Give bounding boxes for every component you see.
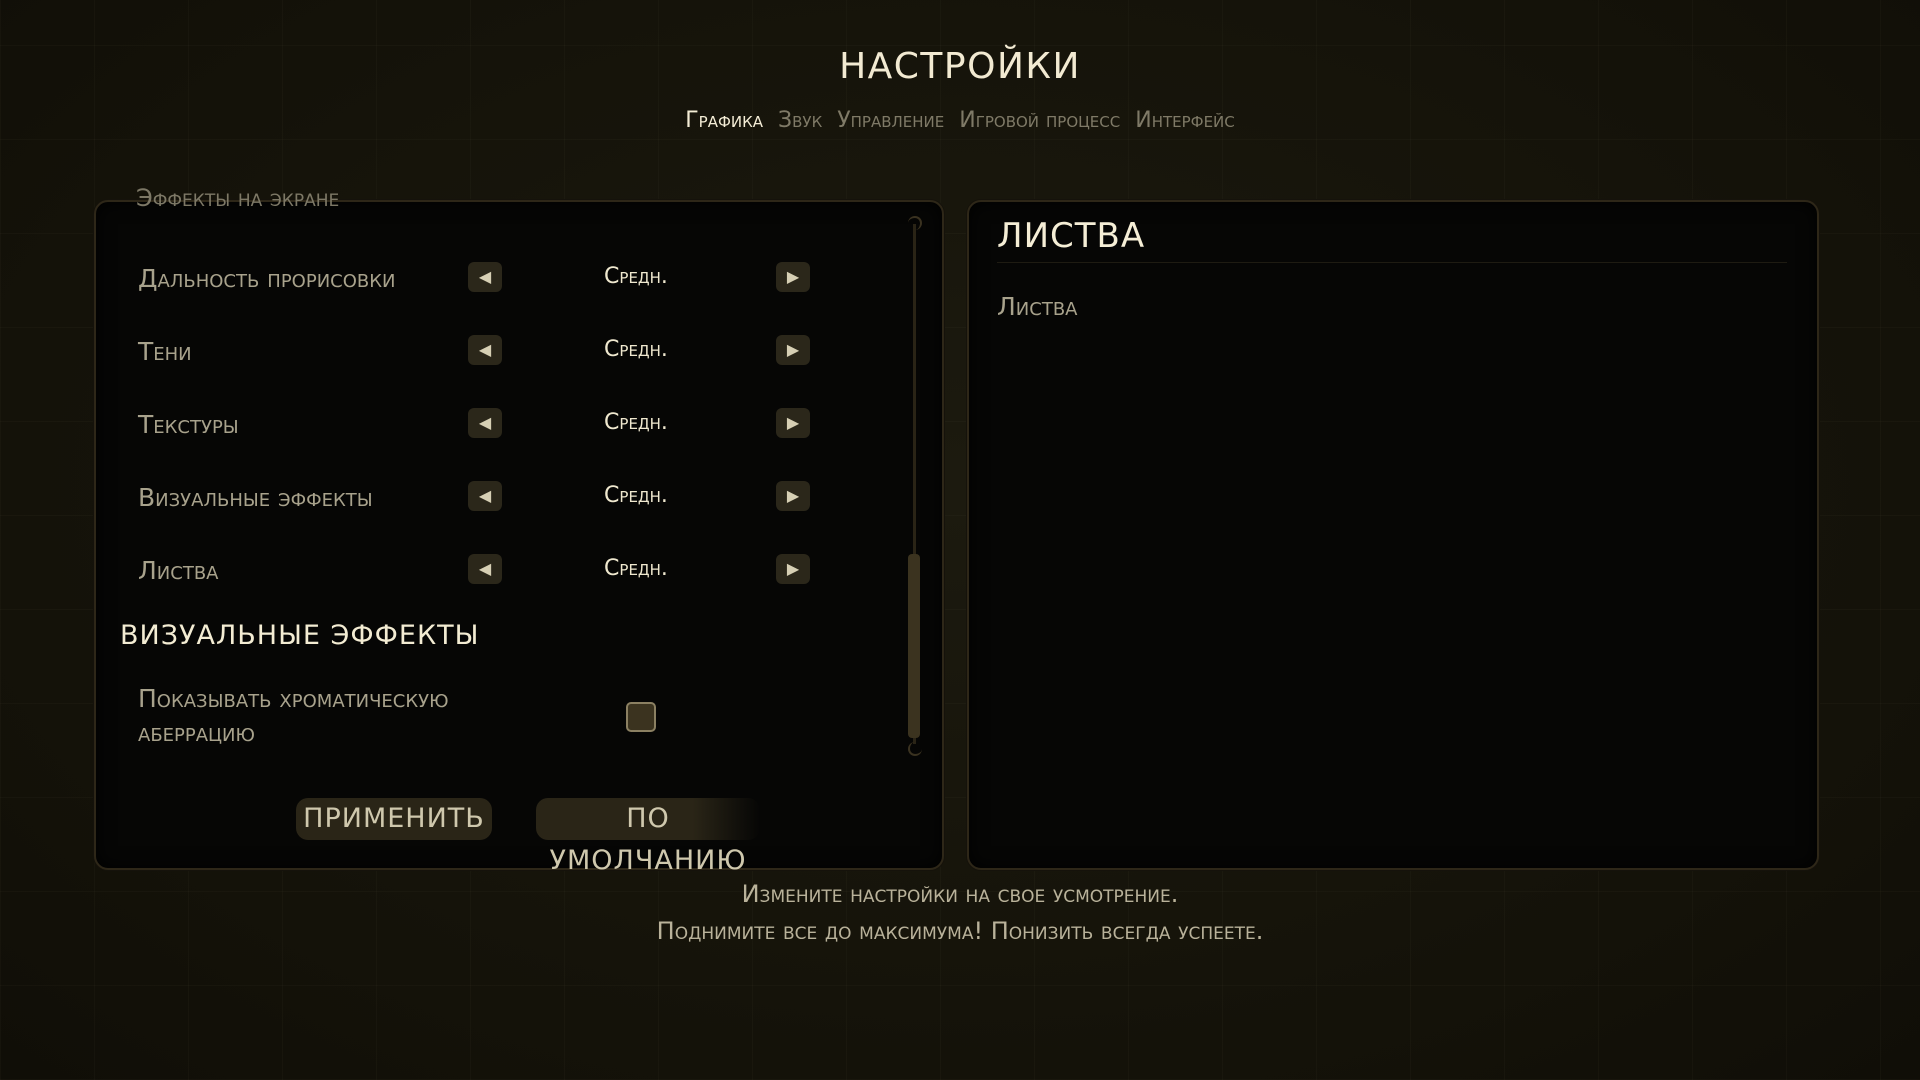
setting-label: Листва	[138, 556, 219, 585]
setting-row-shadows	[96, 333, 896, 373]
setting-row-foliage	[96, 552, 896, 592]
setting-label: Текстуры	[138, 410, 239, 439]
detail-description: Листва	[997, 292, 1078, 321]
setting-value: Средн.	[604, 337, 668, 362]
setting-value: Средн.	[604, 556, 668, 581]
arrow-left-icon[interactable]: ◀	[468, 335, 502, 365]
setting-value: Средн.	[604, 483, 668, 508]
default-button[interactable]: ПО УМОЛЧАНИЮ	[536, 798, 760, 840]
page-title: НАСТРОЙКИ	[839, 46, 1081, 87]
setting-label: Визуальные эффекты	[138, 483, 373, 512]
setting-label: Тени	[138, 337, 192, 366]
tab-sound[interactable]: Звук	[778, 108, 823, 133]
tab-bar	[0, 108, 1920, 133]
footer-hint-line-2: Поднимите все до максимума! Понизить всегда успеете.	[656, 917, 1264, 945]
arrow-left-icon[interactable]: ◀	[468, 408, 502, 438]
tab-controls[interactable]: Управление	[837, 108, 945, 133]
arrow-left-icon[interactable]: ◀	[468, 554, 502, 584]
chromatic-aberration-label: Показывать хроматическую аберрацию	[138, 684, 449, 747]
setting-value: Средн.	[604, 410, 668, 435]
setting-row-draw-distance	[96, 260, 896, 300]
detail-title: ЛИСТВА	[997, 216, 1787, 263]
scrollbar-bottom-ornament	[908, 742, 922, 756]
setting-detail-panel	[967, 200, 1819, 870]
tab-graphics[interactable]: Графика	[685, 108, 764, 133]
arrow-left-icon[interactable]: ◀	[468, 481, 502, 511]
cut-off-setting-label: Эффекты на экране	[136, 184, 340, 212]
setting-row-textures	[96, 406, 896, 446]
arrow-right-icon[interactable]: ▶	[776, 335, 810, 365]
arrow-right-icon[interactable]: ▶	[776, 554, 810, 584]
footer-hint-line-1: Измените настройки на свое усмотрение.	[741, 880, 1179, 908]
arrow-right-icon[interactable]: ▶	[776, 262, 810, 292]
scrollbar-thumb[interactable]	[908, 554, 920, 738]
tab-gameplay[interactable]: Игровой процесс	[959, 108, 1121, 133]
arrow-right-icon[interactable]: ▶	[776, 481, 810, 511]
apply-button[interactable]: ПРИМЕНИТЬ	[296, 798, 492, 840]
settings-list-panel	[94, 184, 944, 876]
arrow-right-icon[interactable]: ▶	[776, 408, 810, 438]
setting-label: Дальность прорисовки	[138, 264, 396, 293]
chromatic-aberration-checkbox[interactable]	[626, 702, 656, 732]
arrow-left-icon[interactable]: ◀	[468, 262, 502, 292]
tab-interface[interactable]: Интерфейс	[1135, 108, 1235, 133]
scrollbar-top-ornament	[908, 216, 922, 230]
section-heading-visual-effects: ВИЗУАЛЬНЫЕ ЭФФЕКТЫ	[120, 620, 480, 651]
setting-row-visual-effects	[96, 479, 896, 519]
setting-value: Средн.	[604, 264, 668, 289]
